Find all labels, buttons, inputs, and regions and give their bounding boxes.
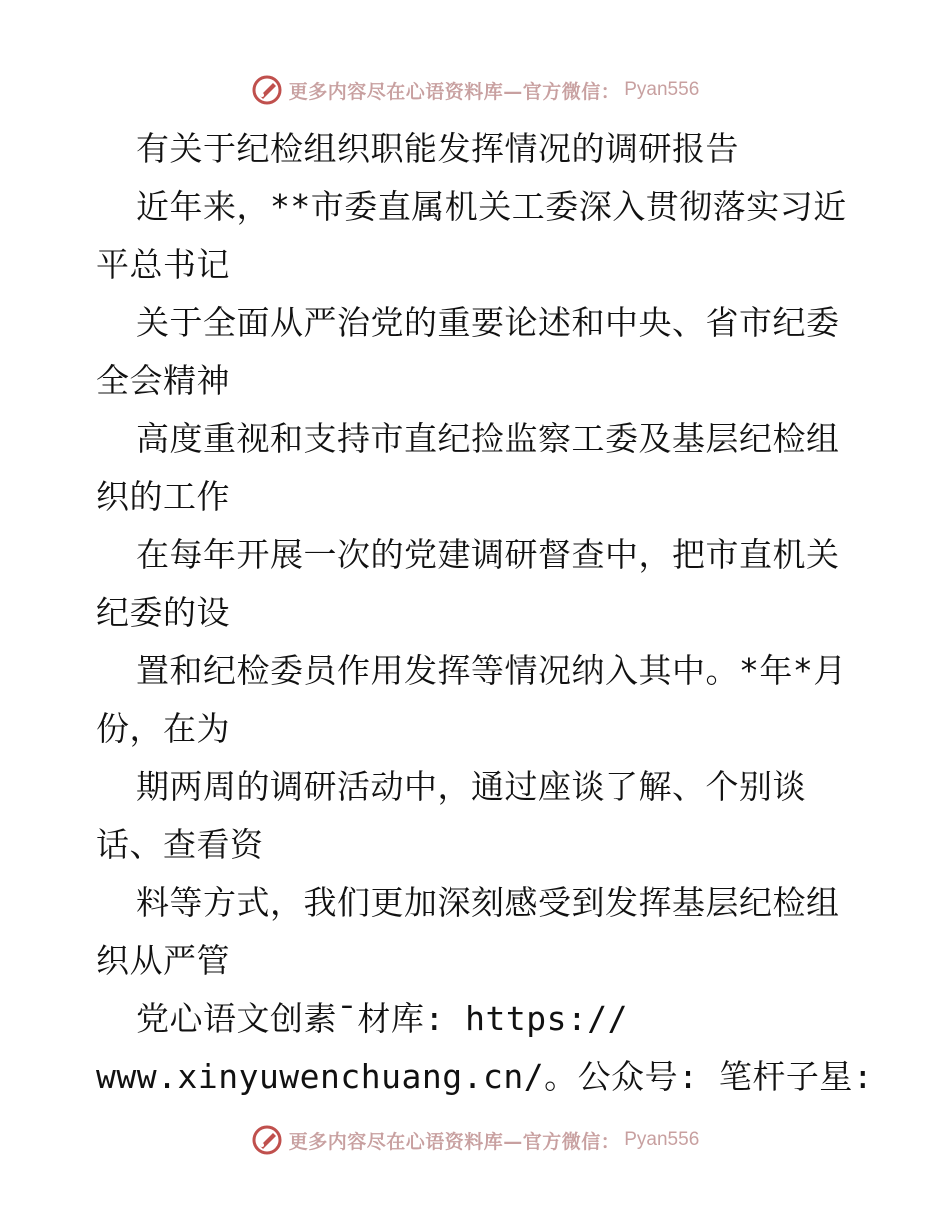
watermark-text: 更多内容尽在心语资料库—官方微信： (288, 1130, 621, 1153)
header-watermark (0, 70, 950, 110)
pen-circle-logo-icon (251, 74, 283, 106)
document-title: 有关于纪检组织职能发挥情况的调研报告 (136, 129, 739, 168)
text-line: 织从严管 (96, 941, 230, 980)
source-url-line: www.xinyuwenchuang.cn/。公众号: 笔杆子星: (96, 1057, 874, 1096)
watermark-text: 更多内容尽在心语资料库—官方微信： (288, 80, 621, 103)
watermark-contact: Pyan556 (624, 1129, 700, 1150)
document-body (96, 120, 874, 1106)
text-line: 期两周的调研活动中，通过座谈了解、个别谈 (136, 767, 806, 806)
text-line: 全会精神 (96, 361, 230, 400)
text-line: 关于全面从严治党的重要论述和中央、省市纪委 (136, 303, 840, 342)
text-line: 置和纪检委员作用发挥等情况纳入其中。*年*月 (136, 651, 847, 690)
text-line: 高度重视和支持市直纪捡监察工委及基层纪检组 (136, 419, 840, 458)
text-line: 平总书记 (96, 245, 230, 284)
text-line: 料等方式，我们更加深刻感受到发挥基层纪检组 (136, 883, 840, 922)
source-line: 党心语文创素¯材库: https:// (136, 999, 629, 1038)
pen-circle-logo-icon (251, 1124, 283, 1156)
footer-watermark (0, 1120, 950, 1160)
text-line: 纪委的设 (96, 593, 230, 632)
watermark-contact: Pyan556 (624, 79, 700, 100)
text-line: 织的工作 (96, 477, 230, 516)
text-line: 话、查看资 (96, 825, 264, 864)
text-line: 在每年开展一次的党建调研督查中，把市直机关 (136, 535, 840, 574)
text-line: 近年来，**市委直属机关工委深入贯彻落实习近 (136, 187, 847, 226)
text-line: 份，在为 (96, 709, 230, 748)
